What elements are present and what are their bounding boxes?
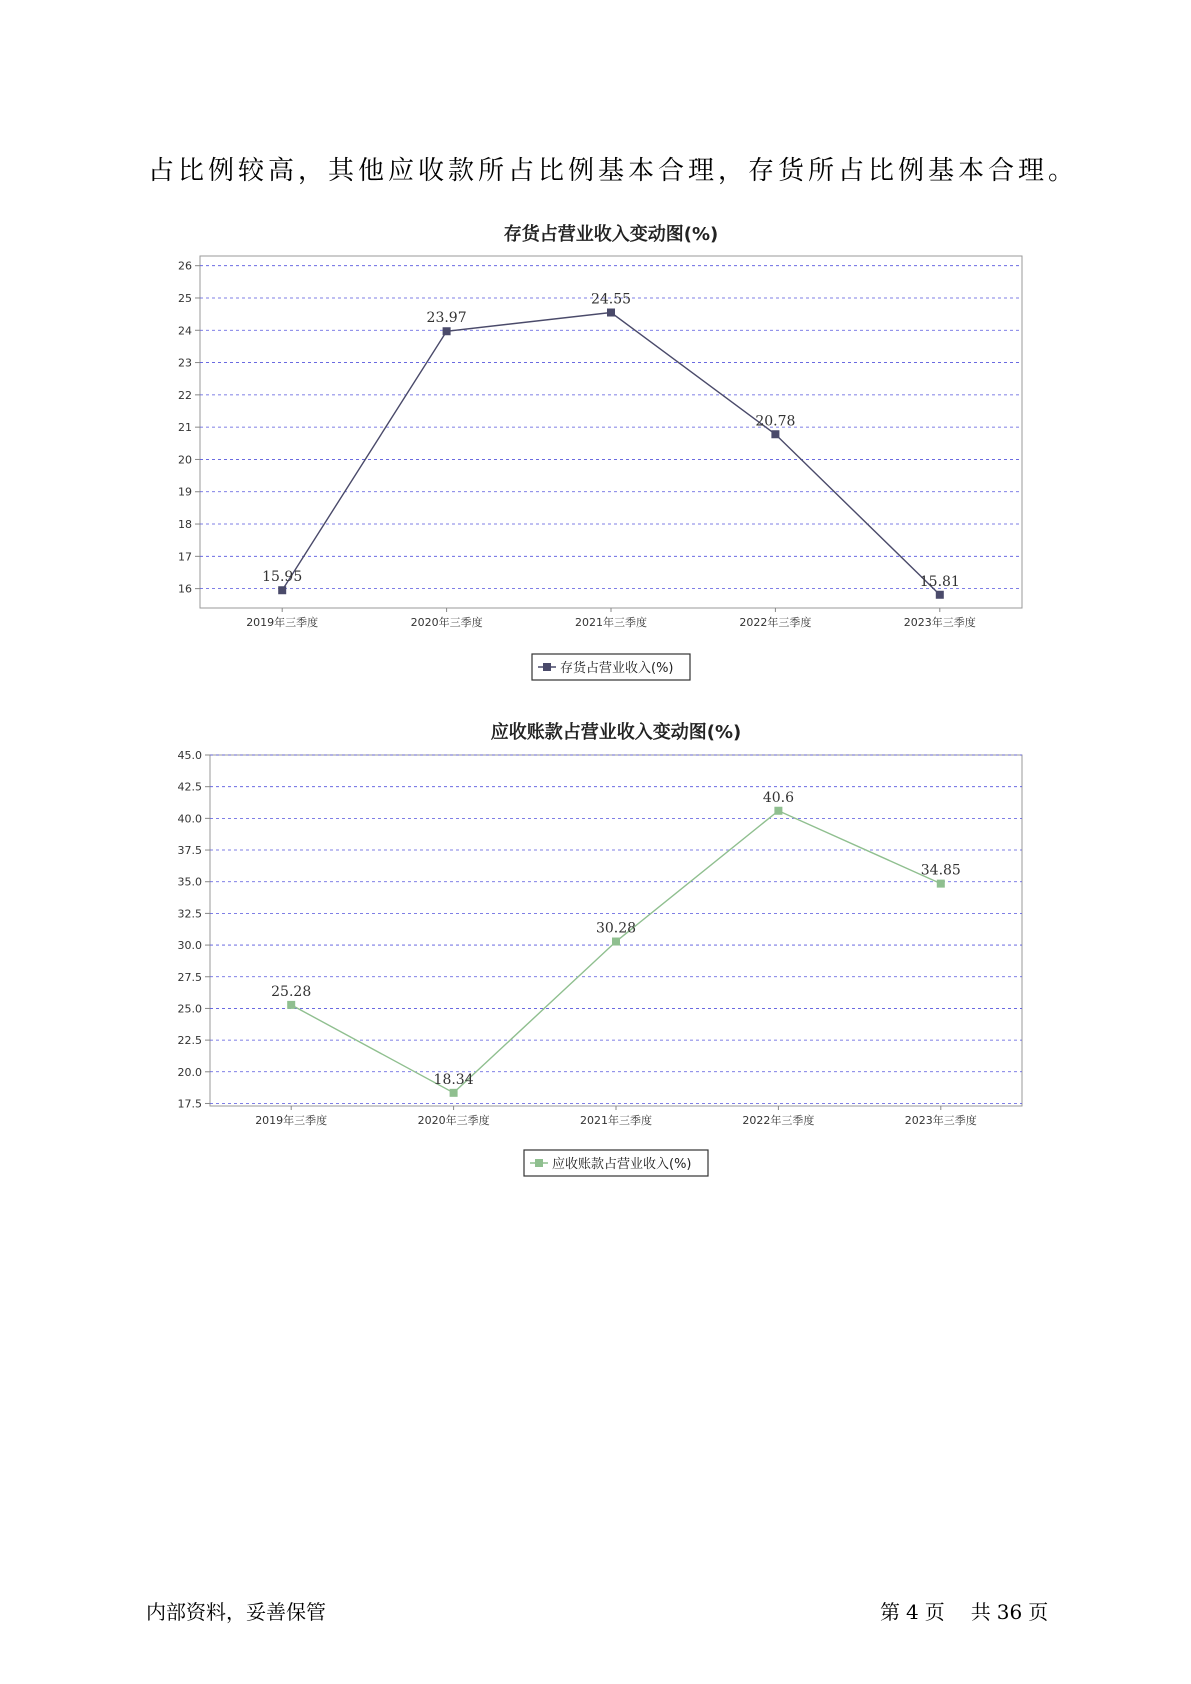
y-tick-label: 17 bbox=[178, 550, 192, 564]
total-pages: 36 bbox=[996, 1600, 1023, 1624]
y-tick-label: 45.0 bbox=[177, 749, 202, 762]
legend-label: 应收账款占营业收入(%) bbox=[552, 1157, 692, 1172]
data-label: 30.28 bbox=[595, 920, 637, 937]
x-tick-label: 2023年三季度 bbox=[904, 1114, 977, 1127]
y-tick-label: 19 bbox=[178, 485, 192, 499]
y-tick-label: 18 bbox=[178, 518, 192, 532]
y-tick-label: 17.5 bbox=[177, 1097, 202, 1111]
legend-marker bbox=[535, 1159, 543, 1167]
footer-page-info bbox=[880, 1596, 1054, 1625]
x-tick-label: 2022年三季度 bbox=[742, 1114, 815, 1127]
data-label: 18.34 bbox=[433, 1071, 474, 1088]
y-tick-label: 22.5 bbox=[177, 1034, 202, 1048]
y-tick-label: 22 bbox=[178, 388, 192, 402]
x-tick-label: 2020年三季度 bbox=[410, 616, 483, 629]
y-tick-label: 42.5 bbox=[177, 780, 202, 794]
data-label: 23.97 bbox=[426, 310, 467, 327]
data-point bbox=[937, 880, 945, 888]
y-tick-label: 24 bbox=[178, 324, 192, 338]
data-label: 40.6 bbox=[762, 789, 794, 806]
data-point bbox=[287, 1001, 295, 1009]
x-tick-label: 2019年三季度 bbox=[255, 1114, 328, 1127]
data-label: 24.55 bbox=[590, 291, 632, 308]
x-tick-label: 2023年三季度 bbox=[903, 616, 976, 629]
data-point bbox=[774, 807, 782, 815]
chart-title: 存货占营业收入变动图(%) bbox=[503, 224, 719, 245]
page-prefix: 第 bbox=[880, 1600, 900, 1624]
data-label: 20.78 bbox=[755, 413, 796, 430]
y-tick-label: 27.5 bbox=[177, 970, 202, 984]
legend-label: 存货占营业收入(%) bbox=[560, 661, 674, 676]
x-tick-label: 2021年三季度 bbox=[580, 1114, 652, 1127]
body-paragraph: 占比例较高，其他应收款所占比例基本合理，存货所占比例基本合理。 bbox=[148, 156, 1079, 186]
y-tick-label: 21 bbox=[178, 421, 192, 435]
data-label: 15.95 bbox=[262, 569, 303, 586]
y-tick-label: 25 bbox=[178, 291, 192, 305]
y-tick-label: 25.0 bbox=[177, 1002, 202, 1016]
y-tick-label: 23 bbox=[178, 356, 192, 370]
y-tick-label: 40.0 bbox=[177, 812, 202, 826]
total-unit: 页 bbox=[1028, 1600, 1049, 1624]
chart-title: 应收账款占营业收入变动图(%) bbox=[490, 722, 742, 743]
y-tick-label: 26 bbox=[178, 259, 192, 273]
page-number: 4 bbox=[906, 1600, 919, 1624]
x-tick-label: 2021年三季度 bbox=[575, 616, 647, 629]
y-tick-label: 20.0 bbox=[177, 1065, 202, 1079]
y-tick-label: 20 bbox=[178, 453, 192, 467]
footer-note: 内部资料，妥善保管 bbox=[146, 1600, 326, 1624]
y-tick-label: 32.5 bbox=[177, 907, 202, 921]
y-tick-label: 35.0 bbox=[177, 875, 202, 889]
y-tick-label: 37.5 bbox=[177, 844, 202, 858]
y-tick-label: 16 bbox=[178, 582, 192, 596]
data-point bbox=[450, 1089, 458, 1097]
total-prefix: 共 bbox=[970, 1600, 991, 1624]
data-label: 15.81 bbox=[919, 573, 960, 590]
data-label: 34.85 bbox=[920, 862, 961, 879]
x-tick-label: 2022年三季度 bbox=[739, 616, 812, 629]
x-tick-label: 2020年三季度 bbox=[417, 1114, 490, 1127]
data-label: 25.28 bbox=[271, 983, 312, 1000]
y-tick-label: 30.0 bbox=[177, 939, 202, 953]
page-unit: 页 bbox=[924, 1600, 945, 1624]
data-point bbox=[612, 938, 620, 946]
x-tick-label: 2019年三季度 bbox=[246, 616, 319, 629]
